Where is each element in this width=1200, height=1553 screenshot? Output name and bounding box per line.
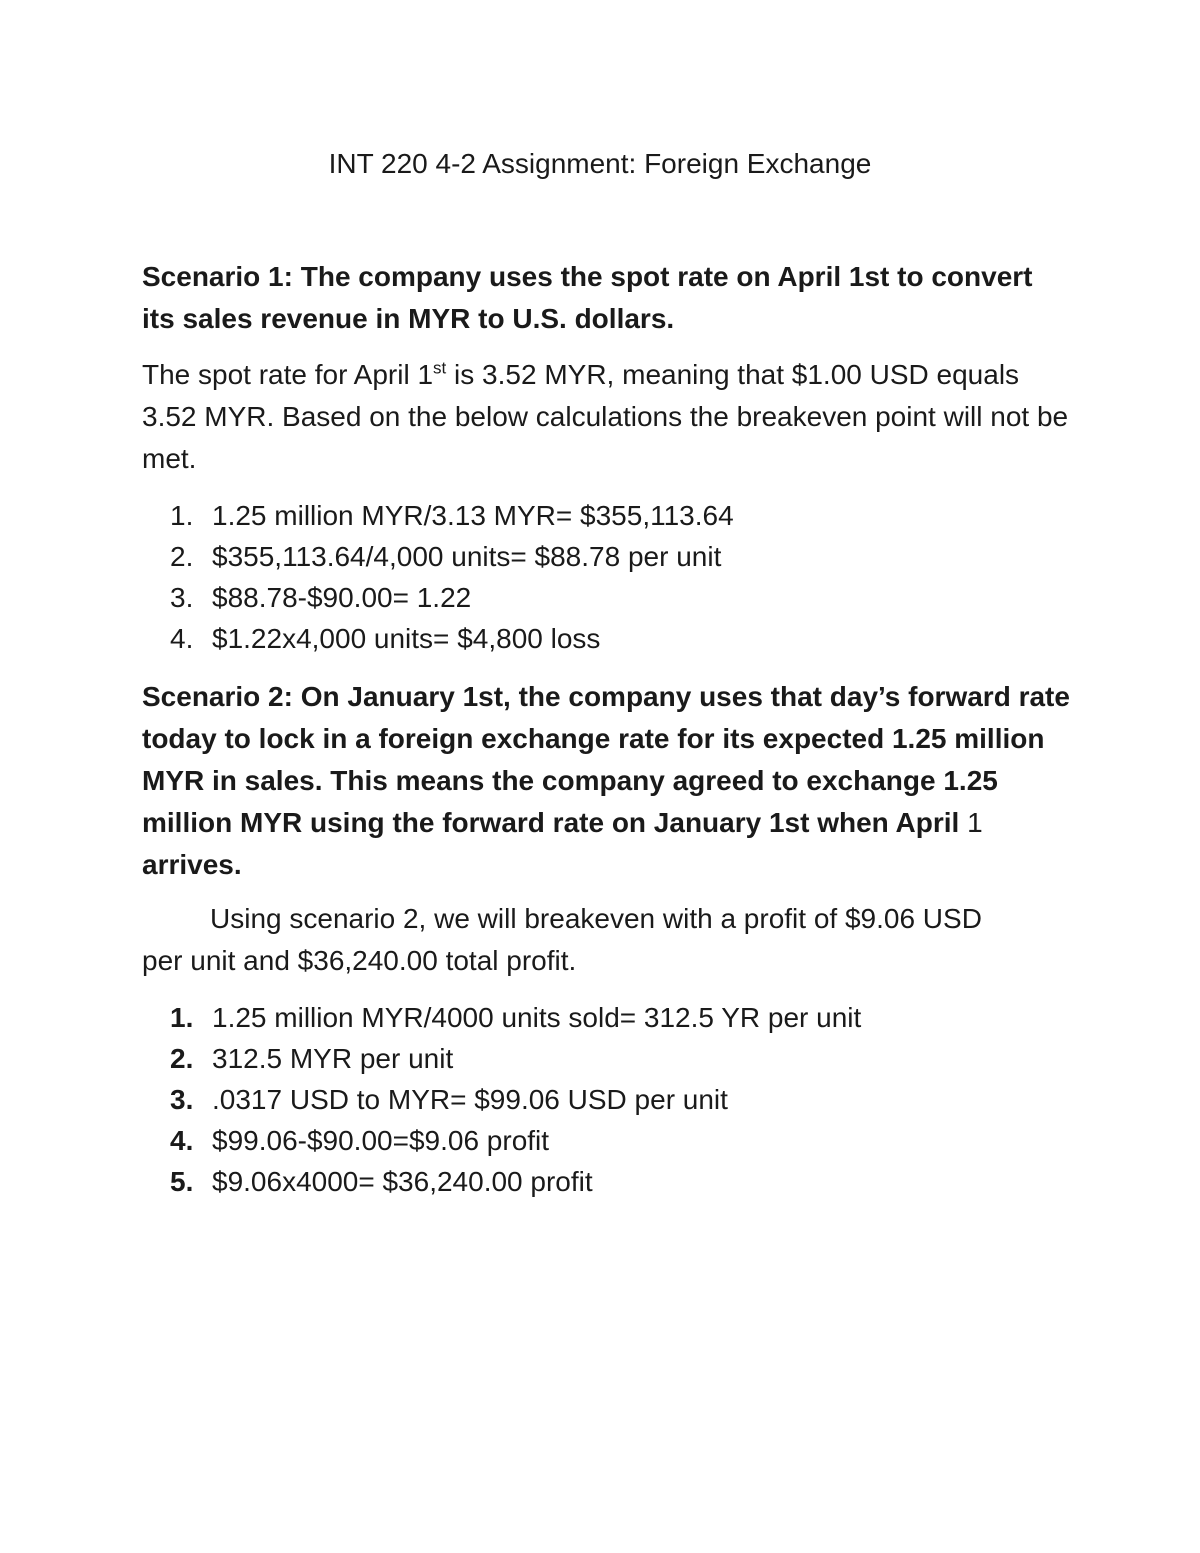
list-item: [170, 1079, 1070, 1120]
step-number: 1.: [170, 500, 194, 531]
scenario-1-heading-line-1: Scenario 1: The company uses the spot rate on April 1st to convert: [142, 261, 1033, 292]
step-number: 3.: [170, 1084, 194, 1115]
step-number: 4.: [170, 623, 194, 654]
scenario-2-paragraph-line-1: Using scenario 2, we will breakeven with a profit of $9.06 USD: [210, 903, 982, 934]
step-text: 312.5 MYR per unit: [212, 1043, 454, 1074]
step-number: 1.: [170, 1002, 194, 1033]
step-number: 5.: [170, 1166, 194, 1197]
list-item: [170, 577, 1070, 618]
scenario-2-paragraph-line-2: per unit and $36,240.00 total profit.: [142, 945, 577, 976]
list-item: [170, 618, 1070, 659]
step-text: .0317 USD to MYR= $99.06 USD per unit: [212, 1084, 728, 1115]
step-text: $9.06x4000= $36,240.00 profit: [212, 1166, 593, 1197]
list-item: [170, 495, 1070, 536]
step-number: 2.: [170, 541, 194, 572]
step-text: 1.25 million MYR/4000 units sold= 312.5 YR per unit: [212, 1002, 862, 1033]
list-item: [170, 1161, 1070, 1202]
list-item: [170, 536, 1070, 577]
step-text: $88.78-$90.00= 1.22: [212, 582, 472, 613]
scenario-1-steps: [170, 495, 1070, 659]
scenario-2-heading-line-1: Scenario 2: On January 1st, the company uses that day’s forward rate: [142, 681, 1070, 712]
scenario-2-paragraph: [142, 898, 1072, 982]
scenario-2-heading-line-4: million MYR using the forward rate on January 1st when April: [142, 807, 960, 838]
step-text: 1.25 million MYR/3.13 MYR= $355,113.64: [212, 500, 734, 531]
step-number: 4.: [170, 1125, 194, 1156]
scenario-2-steps: [170, 997, 1070, 1202]
scenario-2-heading-line-3: MYR in sales. This means the company agreed to exchange 1.25: [142, 765, 998, 796]
ordinal-superscript: st: [433, 358, 447, 378]
step-text: $355,113.64/4,000 units= $88.78 per unit: [212, 541, 722, 572]
scenario-2-heading: [142, 676, 1072, 886]
document-title: INT 220 4-2 Assignment: Foreign Exchange: [328, 148, 872, 179]
spot-rate-text-end: is 3.52 MYR, meaning that $1.00 USD equals 3.52 MYR. Based on the below calculations the breakeven point will not be met.: [142, 359, 1069, 474]
list-item: [170, 1120, 1070, 1161]
scenario-1-heading-line-2: its sales revenue in MYR to U.S. dollars.: [142, 303, 675, 334]
step-text: $1.22x4,000 units= $4,800 loss: [212, 623, 601, 654]
scenario-2-heading-line-2: today to lock in a foreign exchange rate for its expected 1.25 million: [142, 723, 1045, 754]
step-number: 3.: [170, 582, 194, 613]
step-text: $99.06-$90.00=$9.06 profit: [212, 1125, 550, 1156]
scenario-1-heading: [142, 256, 1072, 340]
scenario-2-heading-line-5: arrives.: [142, 849, 242, 880]
list-item: [170, 1038, 1070, 1079]
list-item: [170, 997, 1070, 1038]
spot-rate-text-start: The spot rate for April 1: [142, 359, 434, 390]
scenario-1-paragraph: [142, 354, 1072, 480]
scenario-2-heading-line-4-tail: 1: [959, 807, 983, 838]
step-number: 2.: [170, 1043, 194, 1074]
